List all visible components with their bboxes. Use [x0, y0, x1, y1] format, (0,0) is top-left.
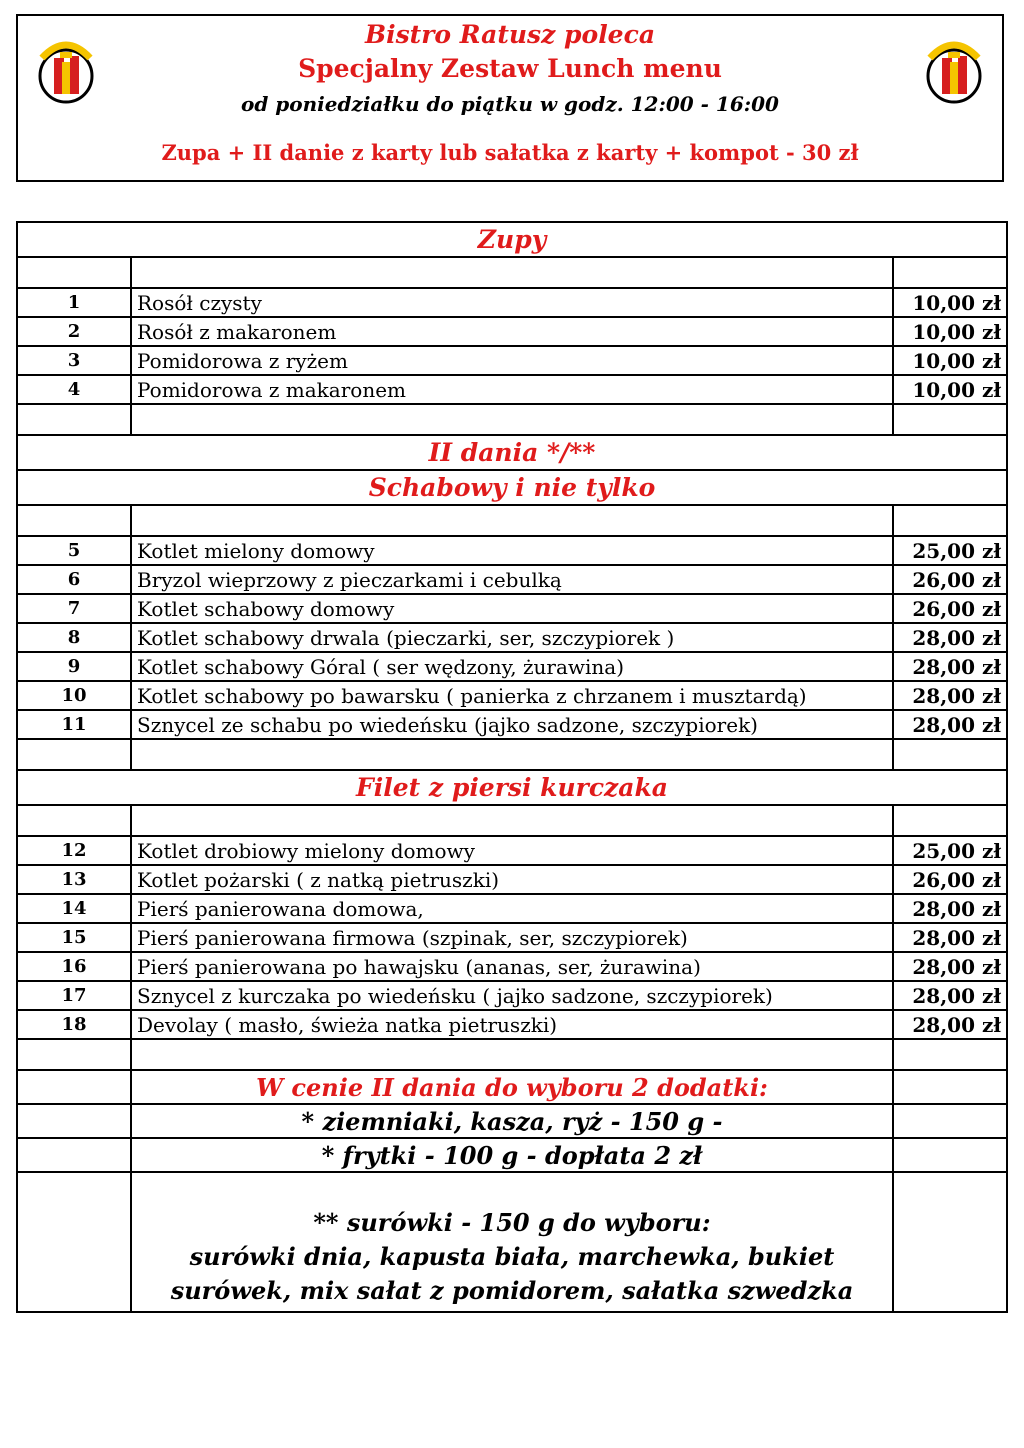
- menu-item: 16 Pierś panierowana po hawajsku (ananas, ser, żurawina) 28,00 zł: [17, 952, 1007, 981]
- menu-table: [16, 221, 1008, 1313]
- menu-item: 5 Kotlet mielony domowy 25,00 zł: [17, 536, 1007, 565]
- salads-title: ** surówki - 150 g do wyboru:: [313, 1208, 711, 1237]
- menu-item: 18 Devolay ( masło, świeża natka pietruszki) 28,00 zł: [17, 1010, 1007, 1039]
- menu-item: 11 Sznycel ze schabu po wiedeńsku (jajko sadzone, szczypiorek) 28,00 zł: [17, 710, 1007, 739]
- salads-block: [131, 1172, 893, 1312]
- menu-item: 10 Kotlet schabowy po bawarsku ( panierka z chrzanem i musztardą) 28,00 zł: [17, 681, 1007, 710]
- menu-item: 4 Pomidorowa z makaronem 10,00 zł: [17, 375, 1007, 404]
- section-filet: Filet z piersi kurczaka: [17, 770, 1007, 805]
- menu-item: 1 Rosół czysty 10,00 zł: [17, 288, 1007, 317]
- menu-item: 2 Rosół z makaronem 10,00 zł: [17, 317, 1007, 346]
- bistro-ratusz-logo: [920, 28, 988, 114]
- menu-item: 6 Bryzol wieprzowy z pieczarkami i cebulką 26,00 zł: [17, 565, 1007, 594]
- section-drugie-dania: II dania */**: [17, 435, 1007, 470]
- set-offer: Zupa + II danie z karty lub sałatka z karty + kompot - 30 zł: [161, 140, 859, 165]
- salads-list-line1: surówki dnia, kapusta biała, marchewka, bukiet: [189, 1242, 835, 1271]
- opening-hours: od poniedziałku do piątku w godz. 12:00 - 16:00: [241, 92, 779, 116]
- section-schabowy: Schabowy i nie tylko: [17, 470, 1007, 505]
- menu-item: 9 Kotlet schabowy Góral ( ser wędzony, żurawina) 28,00 zł: [17, 652, 1007, 681]
- menu-subtitle: Specjalny Zestaw Lunch menu: [298, 54, 722, 83]
- menu-item: 7 Kotlet schabowy domowy 26,00 zł: [17, 594, 1007, 623]
- menu-item: 14 Pierś panierowana domowa, 28,00 zł: [17, 894, 1007, 923]
- menu-item: 3 Pomidorowa z ryżem 10,00 zł: [17, 346, 1007, 375]
- side-dishes-title: W cenie II dania do wyboru 2 dodatki:: [131, 1070, 893, 1104]
- menu-item: 12 Kotlet drobiowy mielony domowy 25,00 zł: [17, 836, 1007, 865]
- side-dish-fries: * frytki - 100 g - dopłata 2 zł: [131, 1138, 893, 1172]
- menu-item: 17 Sznycel z kurczaka po wiedeńsku ( jajko sadzone, szczypiorek) 28,00 zł: [17, 981, 1007, 1010]
- bistro-title: Bistro Ratusz poleca: [364, 20, 656, 49]
- lunch-offer-header: [16, 14, 1004, 182]
- section-zupy: Zupy: [17, 222, 1007, 257]
- menu-item: 15 Pierś panierowana firmowa (szpinak, ser, szczypiorek) 28,00 zł: [17, 923, 1007, 952]
- side-dish-potatoes: * ziemniaki, kasza, ryż - 150 g -: [131, 1104, 893, 1138]
- menu-item: 8 Kotlet schabowy drwala (pieczarki, ser, szczypiorek ) 28,00 zł: [17, 623, 1007, 652]
- menu-item: 13 Kotlet pożarski ( z natką pietruszki) 26,00 zł: [17, 865, 1007, 894]
- salads-list-line2: surówek, mix sałat z pomidorem, sałatka szwedzka: [170, 1276, 854, 1305]
